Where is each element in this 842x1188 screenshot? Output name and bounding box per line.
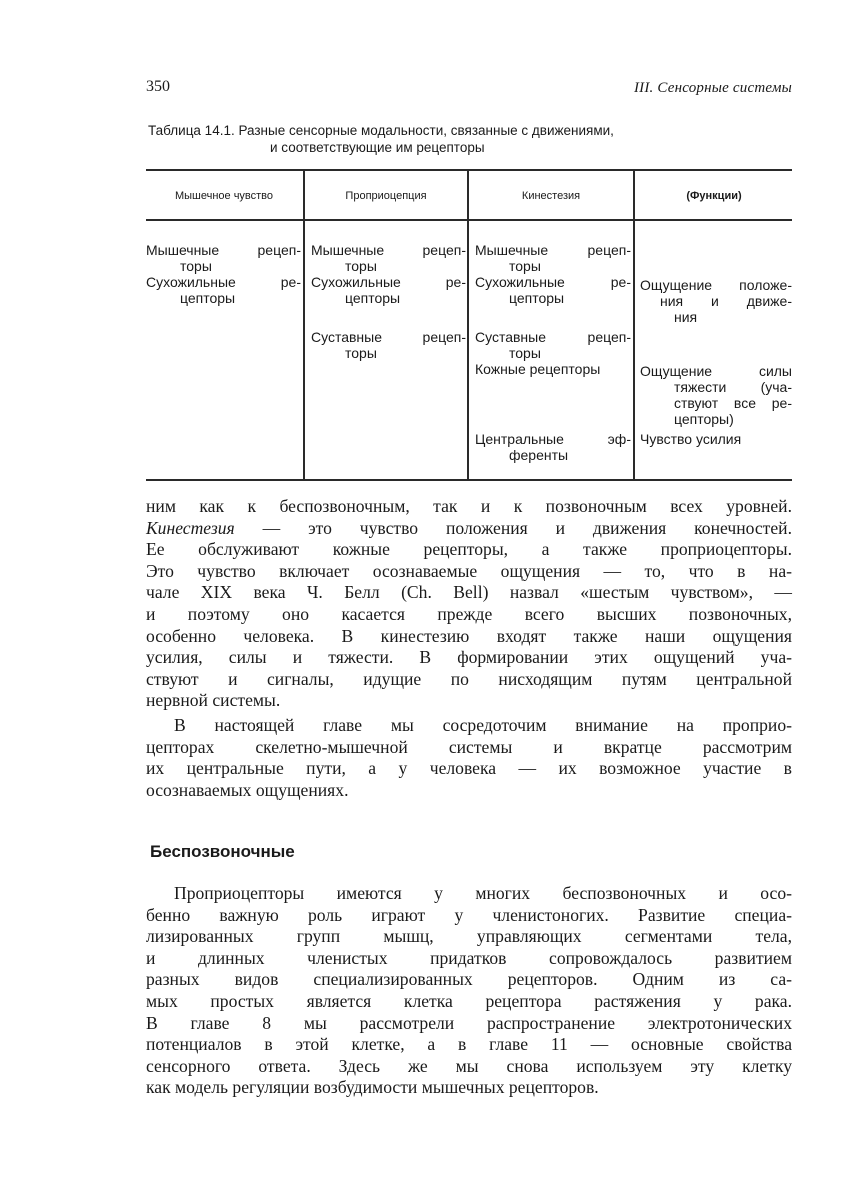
body-paragraph: ним как к беспозвоночным, так и к позвоночным всех уровней. Кинестезия — это чувство положения и движения конечностей. Ее обслуживают кожные рецепторы, а также проприоцепторы. Это чувство включает осознаваемые ощущения — то, что в на- чале XIX века Ч. Белл (Ch. Bell) назвал «шестым чувством», — и поэтому оно касается прежде всего высших позвоночных, особенно человека. В кинестезию входят также наши ощущения усилия, силы и тяжести. В формировании этих ощущений уча- ствуют и сигналы, идущие по нисходящим путям центральной нервной системы.	[146, 496, 792, 711]
table-cell: Ощущение положе- ния и движе- ния	[640, 277, 792, 325]
table-cell: Мышечные рецеп- торы Сухожильные ре- цепторы	[475, 242, 631, 306]
table-cell: Суставные рецеп- торы	[311, 329, 466, 361]
section-title: Беспозвоночные	[150, 842, 295, 861]
column-header: Проприоцепция	[345, 190, 427, 202]
column-divider	[303, 171, 305, 479]
column-divider	[633, 171, 635, 479]
body-paragraph: Проприоцепторы имеются у многих беспозвоночных и осо- бенно важную роль играют у членистоногих. Развитие специа- лизированных групп мышц, управляющих сегментами тела, и длинных членистых придатков сопровождалось развитием разных видов специализированных рецепторов. Одним из са- мых простых является клетка рецептора растяжения у рака. В главе 8 мы рассмотрели распространение электротонических потенциалов в этой клетке, а в главе 11 — основные свойства сенсорного ответа. Здесь же мы снова используем эту клетку как модель регуляции возбудимости мышечных рецепторов.	[146, 883, 792, 1098]
table-cell: Чувство усилия	[640, 431, 742, 447]
table-top-rule	[146, 169, 792, 171]
caption-line-1: Таблица 14.1. Разные сенсорные модальности, связанные с движениями,	[148, 123, 614, 138]
table-caption	[148, 122, 798, 156]
table-cell: Мышечные рецеп- торы Сухожильные ре- цепторы	[146, 242, 301, 306]
table-cell: Мышечные рецеп- торы Сухожильные ре- цепторы	[311, 242, 466, 306]
table-cell: Центральные эф- ференты	[475, 431, 631, 463]
page-number: 350	[146, 78, 170, 95]
body-paragraph: В настоящей главе мы сосредоточим внимание на проприо- цепторах скелетно-мышечной системы и вкратце рассмотрим их центральные пути, а у человека — их возможное участие в осознаваемых ощущениях.	[146, 715, 792, 800]
table-header-rule	[146, 219, 792, 221]
column-header: (Функции)	[686, 190, 742, 202]
column-divider	[467, 171, 469, 479]
table-cell: Суставные рецеп- торы Кожные рецепторы	[475, 329, 631, 377]
column-header: Кинестезия	[521, 190, 581, 202]
running-head: III. Сенсорные системы	[633, 80, 792, 96]
caption-line-2: и соответствующие им рецепторы	[270, 140, 485, 155]
column-header: Мышечное чувство	[174, 190, 274, 202]
table-cell: Ощущение силы тяжести (уча- ствуют все ре- цепторы)	[640, 363, 792, 427]
table-bottom-rule	[146, 479, 792, 481]
